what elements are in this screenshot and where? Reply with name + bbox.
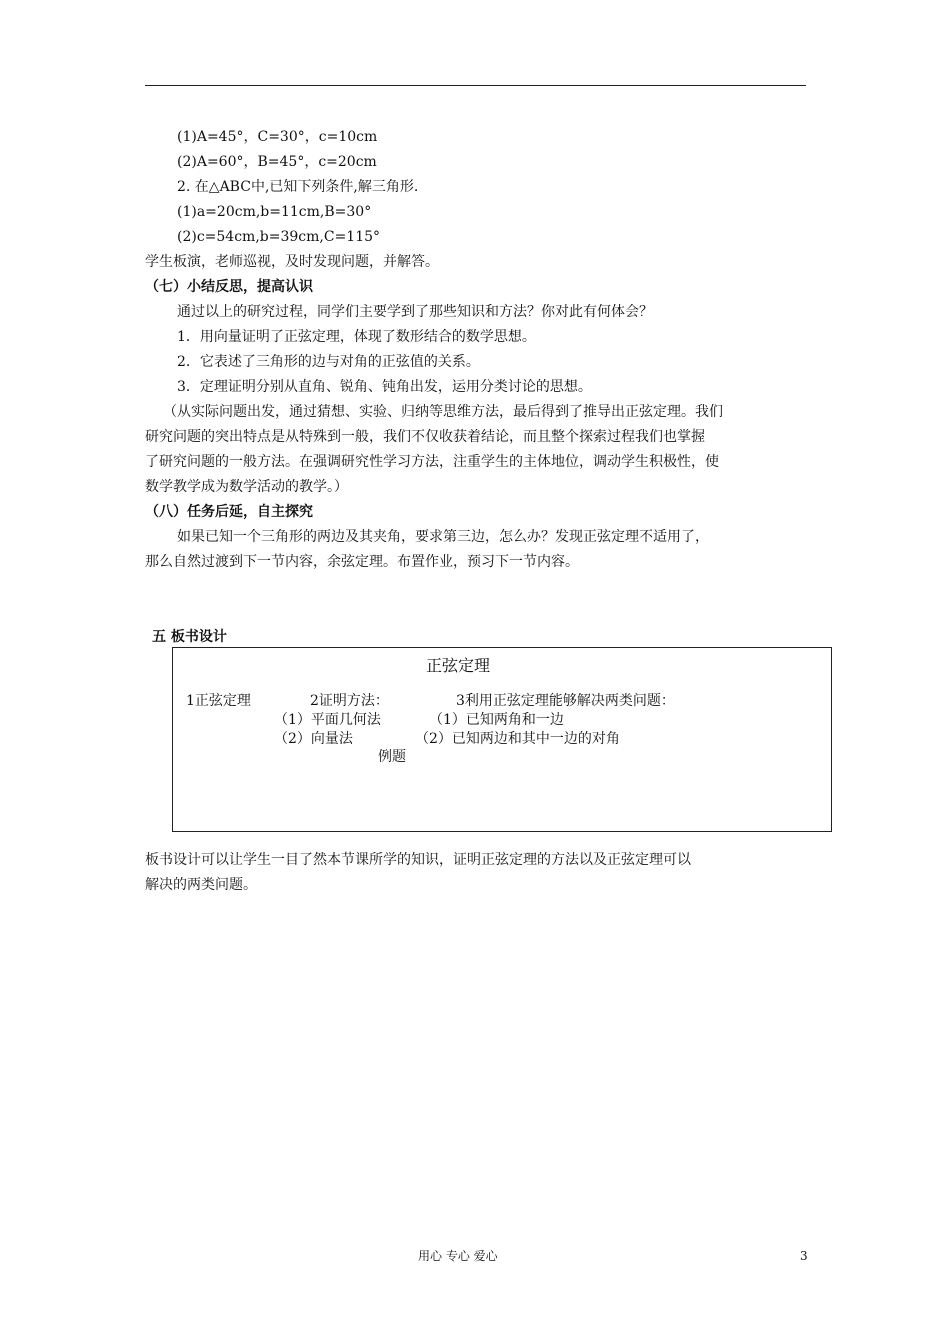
board-col-3-item-2: （2）已知两边和其中一边的对角	[415, 731, 620, 747]
section-7-point-1: 1．用向量证明了正弦定理，体现了数形结合的数学思想。	[177, 329, 536, 345]
board-col-2-item-2: （2）向量法	[274, 731, 353, 747]
board-col-2-item-1: （1）平面几何法	[274, 712, 381, 728]
board-summary-line-2: 解决的两类问题。	[145, 877, 257, 893]
blackboard-design-box	[172, 647, 832, 832]
section-7-heading: （七）小结反思，提高认识	[145, 279, 313, 295]
section-5-heading: 五 板书设计	[152, 629, 227, 645]
footer-motto: 用心 专心 爱心	[418, 1249, 498, 1263]
section-7-note-line-1: （从实际问题出发，通过猜想、实验、归纳等思维方法，最后得到了推导出正弦定理。我们	[163, 404, 723, 420]
exercise-1-a: (1)A=45°，C=30°，c=10cm	[177, 129, 378, 145]
section-7-note-line-4: 数学教学成为数学活动的教学。）	[145, 479, 348, 495]
board-summary-line-1: 板书设计可以让学生一目了然本节课所学的知识，证明正弦定理的方法以及正弦定理可以	[145, 852, 691, 868]
board-col-2-item-3: 例题	[378, 749, 406, 765]
exercise-1-b: (2)A=60°，B=45°，c=20cm	[177, 154, 377, 170]
section-7-note-line-3: 了研究问题的一般方法。在强调研究性学习方法，注重学生的主体地位，调动学生积极性，使	[145, 454, 719, 470]
exercise-2-a: (1)a=20cm,b=11cm,B=30°	[177, 204, 372, 220]
section-7-note-line-2: 研究问题的突出特点是从特殊到一般，我们不仅收获着结论，而且整个探索过程我们也掌握	[145, 429, 705, 445]
section-7-intro: 通过以上的研究过程，同学们主要学到了那些知识和方法？你对此有何体会？	[177, 304, 653, 320]
exercise-2-title: 2. 在△ABC中,已知下列条件,解三角形.	[177, 179, 419, 195]
header-rule	[145, 85, 806, 86]
section-7-point-2: 2．它表述了三角形的边与对角的正弦值的关系。	[177, 354, 480, 370]
board-col-1: 1正弦定理	[186, 693, 251, 709]
board-col-2-title: 2证明方法：	[310, 693, 389, 709]
page-number: 3	[800, 1249, 808, 1263]
section-8-line-2: 那么自然过渡到下一节内容，余弦定理。布置作业，预习下一节内容。	[145, 554, 579, 570]
board-title: 正弦定理	[426, 656, 491, 675]
board-col-3-item-1: （1）已知两角和一边	[429, 712, 564, 728]
section-8-line-1: 如果已知一个三角形的两边及其夹角，要求第三边，怎么办？发现正弦定理不适用了，	[177, 529, 709, 545]
section-8-heading: （八）任务后延，自主探究	[145, 504, 313, 520]
exercise-2-b: (2)c=54cm,b=39cm,C=115°	[177, 229, 381, 245]
board-col-3-title: 3利用正弦定理能够解决两类问题：	[456, 693, 675, 709]
section-7-point-3: 3．定理证明分别从直角、锐角、钝角出发，运用分类讨论的思想。	[177, 379, 592, 395]
exercise-followup: 学生板演，老师巡视，及时发现问题，并解答。	[145, 254, 439, 270]
